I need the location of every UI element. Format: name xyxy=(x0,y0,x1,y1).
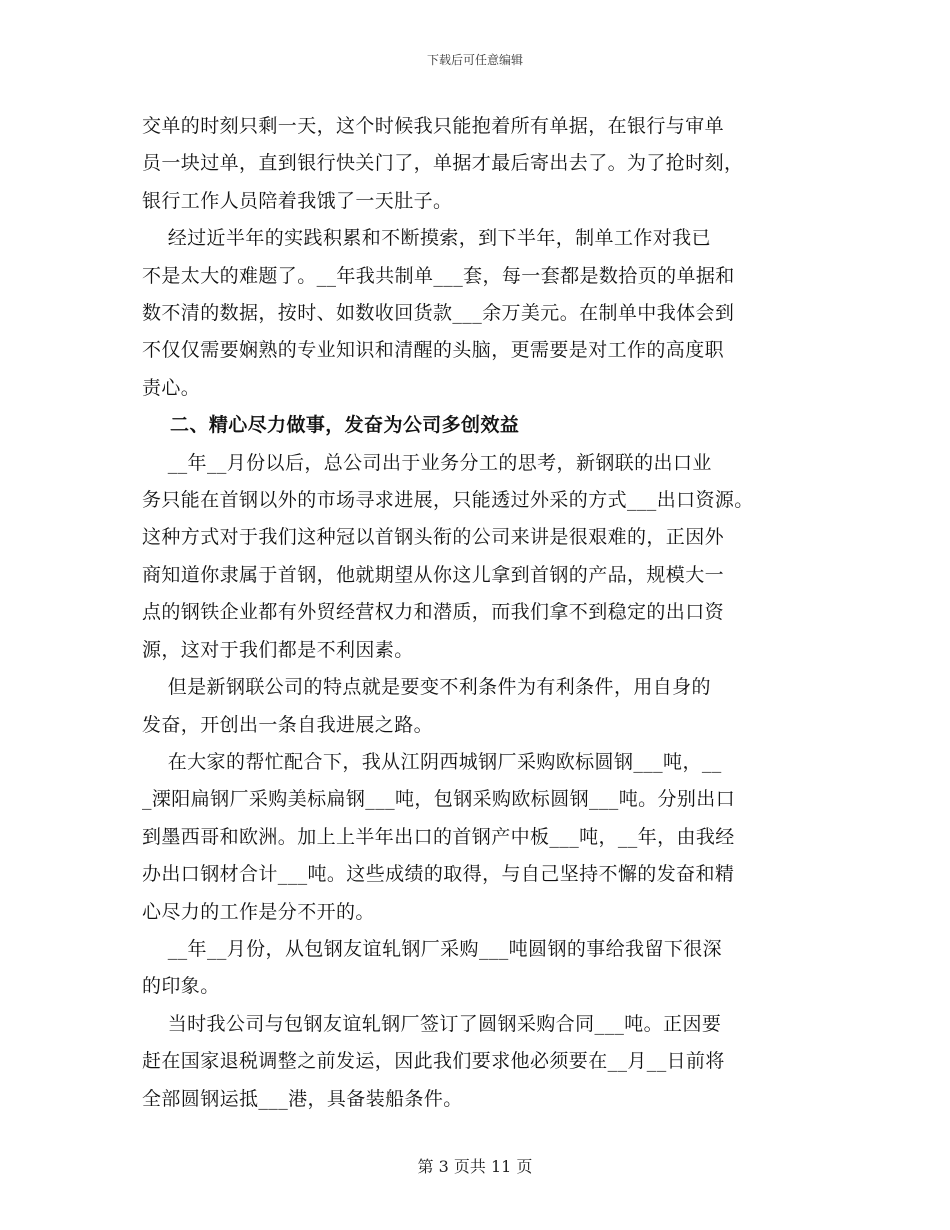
text-line: 这种方式对于我们这种冠以首钢头衔的公司来讲是很艰难的，正因外 xyxy=(142,526,725,549)
text-line: 但是新钢联公司的特点就是要变不利条件为有利条件，用自身的 xyxy=(142,676,711,699)
heading-line: 二、精心尽力做事，发奋为公司多创效益 xyxy=(142,414,520,437)
text-line: 到墨西哥和欧洲。加上上半年出口的首钢产中板___吨，__年，由我经 xyxy=(142,825,735,848)
text-line: 点的钢铁企业都有外贸经营权力和潜质，而我们拿不到稳定的出口资 xyxy=(142,601,725,624)
text-line: 赶在国家退税调整之前发运，因此我们要求他必须要在__月__日前将 xyxy=(142,1050,725,1073)
text-line: 当时我公司与包钢友谊轧钢厂签订了圆钢采购合同___吨。正因要 xyxy=(142,1012,722,1035)
text-line: 的印象。 xyxy=(142,975,220,998)
text-line: 在大家的帮忙配合下，我从江阴西城钢厂采购欧标圆钢___吨，__ xyxy=(142,750,722,773)
paragraph xyxy=(142,931,812,1006)
text-line: 银行工作人员陪着我饿了一天肚子。 xyxy=(142,189,453,212)
paragraph xyxy=(142,108,812,220)
paragraph xyxy=(142,744,812,931)
text-line: 源，这对于我们都是不利因素。 xyxy=(142,638,414,661)
text-line: 办出口钢材合计___吨。这些成绩的取得，与自己坚持不懈的发奋和精 xyxy=(142,863,735,886)
text-line: 经过近半年的实践积累和不断摸索，到下半年，制单工作对我已 xyxy=(142,227,711,250)
text-line: _溧阳扁钢厂采购美标扁钢___吨，包钢采购欧标圆钢___吨。分别出口 xyxy=(142,788,736,811)
paragraph xyxy=(142,669,812,744)
text-line: 务只能在首钢以外的市场寻求进展，只能透过外采的方式___出口资源。 xyxy=(142,489,754,512)
text-line: __年__月份，从包钢友谊轧钢厂采购___吨圆钢的事给我留下很深 xyxy=(142,937,723,960)
text-line: 责心。 xyxy=(142,376,201,399)
text-line: 员一块过单，直到银行快关门了，单据才最后寄出去了。为了抢时刻， xyxy=(142,152,744,175)
paragraph xyxy=(142,220,812,407)
page-footer: 第 3 页共 11 页 xyxy=(417,1157,533,1176)
text-line: 不是太大的难题了。__年我共制单___套，每一套都是数拾页的单据和 xyxy=(142,264,735,287)
page-header: 下载后可任意编辑 xyxy=(426,53,523,67)
text-line: 数不清的数据，按时、如数收回货款___余万美元。在制单中我体会到 xyxy=(142,302,735,325)
paragraph xyxy=(142,445,812,669)
text-line: 交单的时刻只剩一天，这个时候我只能抱着所有单据，在银行与审单 xyxy=(142,115,725,137)
text-line: 商知道你隶属于首钢，他就期望从你这儿拿到首钢的产品，规模大一 xyxy=(142,563,725,586)
text-line: 全部圆钢运抵___港，具备装船条件。 xyxy=(142,1087,463,1110)
section-heading xyxy=(142,407,812,444)
text-line: 不仅仅需要娴熟的专业知识和清醒的头脑，更需要是对工作的高度职 xyxy=(142,339,725,362)
document-body xyxy=(142,108,812,1118)
text-line: 发奋，开创出一条自我进展之路。 xyxy=(142,713,434,736)
text-line: __年__月份以后，总公司出于业务分工的思考，新钢联的出口业 xyxy=(142,451,712,474)
text-line: 心尽力的工作是分不开的。 xyxy=(142,900,375,923)
paragraph xyxy=(142,1006,812,1118)
